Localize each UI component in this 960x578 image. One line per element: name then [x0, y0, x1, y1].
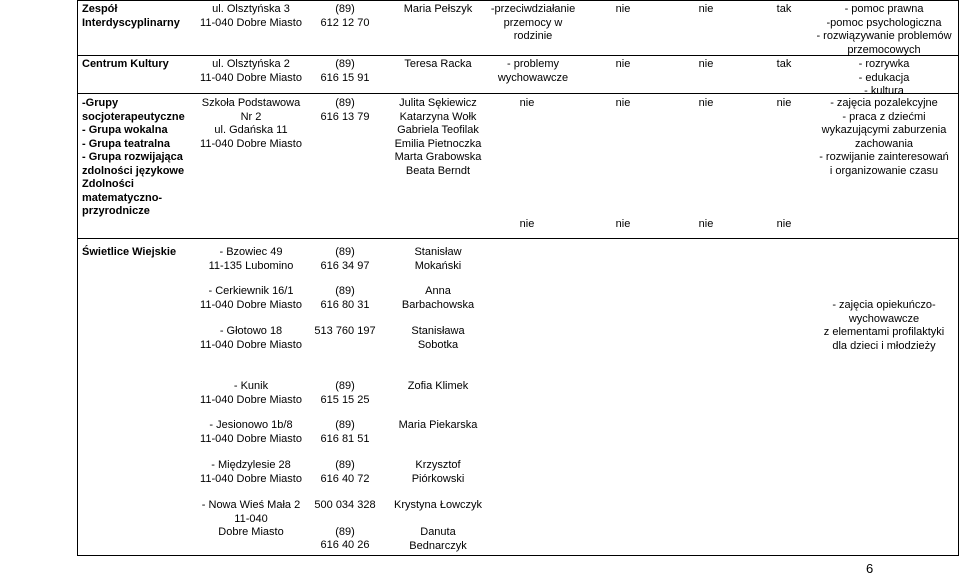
- phone: (89) 616 34 97: [320, 246, 370, 272]
- flag-cell: tak: [776, 3, 792, 15]
- address: - Międzylesie 28 11-040 Dobre Miasto: [200, 459, 302, 485]
- contact-person: Stanisław Mokański: [414, 246, 462, 272]
- phone: (89) 615 15 25: [320, 380, 370, 406]
- flag-cell: nie: [615, 97, 631, 109]
- contact-person: Krzysztof Piórkowski: [411, 459, 465, 485]
- phone: (89) 616 40 72: [320, 459, 370, 485]
- flag-cell: nie: [698, 97, 714, 109]
- flag-cell: tak: [776, 58, 792, 70]
- contact-person: Maria Piekarska: [398, 419, 478, 431]
- contact-person: Maria Pełszyk: [403, 3, 473, 15]
- problem-area: -przeciwdziałanie przemocy w rodzinie: [490, 3, 576, 42]
- address: - Głotowo 18 11-040 Dobre Miasto: [200, 325, 302, 351]
- address: - Nowa Wieś Mała 2 11-040 Dobre Miasto: [201, 499, 301, 538]
- services: - zajęcia opiekuńczo- wychowawcze z elementami profilaktyki dla dzieci i młodzieży: [823, 299, 945, 352]
- institution-name: -Grupy socjoterapeutyczne - Grupa wokalna - Grupa teatralna - Grupa rozwijająca zdolności językowe Zdolności matematyczno- przyrodnicze: [82, 97, 185, 217]
- table-left-border: [77, 0, 78, 556]
- address: - Jesionowo 1b/8 11-040 Dobre Miasto: [200, 419, 302, 445]
- institution-name: Centrum Kultury: [82, 58, 169, 70]
- phone: (89) 616 13 79: [320, 97, 370, 123]
- contact-person: Krystyna Łowczyk Danuta Bednarczyk: [393, 499, 483, 552]
- contact-person: Stanisława Sobotka: [411, 325, 465, 351]
- phone: (89) 616 80 31: [320, 285, 370, 311]
- phone: (89) 612 12 70: [320, 3, 370, 29]
- contact-person: Zofia Klimek: [407, 380, 469, 392]
- address: ul. Olsztyńska 2 11-040 Dobre Miasto: [200, 58, 302, 84]
- page-number: 6: [866, 561, 874, 576]
- flag-cell: nie: [698, 3, 714, 15]
- flag-cell: nie: [519, 218, 535, 230]
- phone: (89) 616 81 51: [320, 419, 370, 445]
- address: Szkoła Podstawowa Nr 2 ul. Gdańska 11 11-040 Dobre Miasto: [200, 97, 302, 150]
- services: - pomoc prawna -pomoc psychologiczna - rozwiązywanie problemów przemocowych: [816, 3, 952, 56]
- flag-cell: nie: [776, 218, 792, 230]
- phone: (89) 616 15 91: [320, 58, 370, 84]
- problem-area: - problemy wychowawcze: [497, 58, 569, 84]
- flag-cell: nie: [615, 218, 631, 230]
- institution-name: Świetlice Wiejskie: [82, 246, 177, 258]
- table-top-border: [77, 0, 958, 1]
- flag-cell: nie: [698, 58, 714, 70]
- contact-person: Julita Sękiewicz Katarzyna Wołk Gabriela Teofilak Emilia Pietnoczka Marta Grabowska Beata Berndt: [394, 97, 482, 177]
- flag-cell: nie: [519, 97, 535, 109]
- address: - Bzowiec 49 11-135 Lubomino: [208, 246, 294, 272]
- contact-person: Anna Barbachowska: [401, 285, 475, 311]
- row-separator: [77, 238, 958, 239]
- table-right-border: [958, 0, 959, 556]
- phone: 513 760 197: [314, 325, 376, 337]
- address: ul. Olsztyńska 3 11-040 Dobre Miasto: [200, 3, 302, 29]
- flag-cell: nie: [698, 218, 714, 230]
- phone: 500 034 328 (89) 616 40 26: [314, 499, 376, 551]
- services: - rozrywka - edukacja - kultura: [858, 58, 910, 97]
- flag-cell: nie: [615, 58, 631, 70]
- services: - zajęcia pozalekcyjne - praca z dziećmi wykazującymi zaburzenia zachowania - rozwijanie zainteresowań i organizowanie czasu: [819, 97, 949, 177]
- address: - Kunik 11-040 Dobre Miasto: [200, 380, 302, 406]
- flag-cell: nie: [776, 97, 792, 109]
- institution-name: Zespół Interdyscyplinarny: [82, 3, 180, 29]
- flag-cell: nie: [615, 3, 631, 15]
- contact-person: Teresa Racka: [404, 58, 472, 70]
- table-bottom-border: [77, 555, 958, 556]
- address: - Cerkiewnik 16/1 11-040 Dobre Miasto: [200, 285, 302, 311]
